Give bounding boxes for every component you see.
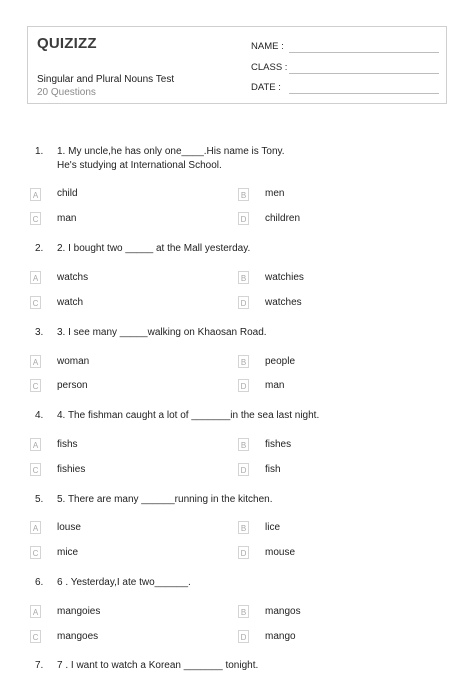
option-text: fishs: [57, 439, 78, 450]
option-letter-d: D: [238, 212, 249, 225]
option-letter-a: A: [30, 438, 41, 451]
question-text-line: He's studying at International School.: [57, 160, 222, 171]
option-letter-a: A: [30, 188, 41, 201]
option-text: woman: [57, 356, 90, 367]
date-label: DATE :: [251, 82, 281, 93]
name-label: NAME :: [251, 41, 284, 52]
class-label: CLASS :: [251, 62, 288, 73]
option-text: lice: [265, 522, 281, 533]
option-text: man: [57, 213, 77, 224]
option-letter-d: D: [238, 546, 249, 559]
option-text: children: [265, 213, 301, 224]
option-text: people: [265, 356, 296, 367]
option-text: men: [265, 188, 285, 199]
class-line: [289, 73, 439, 74]
option-text: mangoies: [57, 606, 101, 617]
question-text-line: 1. My uncle,he has only one____.His name is Tony.: [57, 146, 285, 157]
option-text: mouse: [265, 547, 296, 558]
question-count: 20 Questions: [37, 87, 96, 98]
option-letter-d: D: [238, 630, 249, 643]
question-number: 3.: [35, 327, 44, 338]
name-line: [289, 52, 439, 53]
option-letter-a: A: [30, 271, 41, 284]
option-text: watch: [57, 297, 84, 308]
option-letter-c: C: [30, 630, 41, 643]
worksheet-title: Singular and Plural Nouns Test: [37, 74, 175, 85]
option-letter-d: D: [238, 379, 249, 392]
question-number: 2.: [35, 243, 44, 254]
option-text: watchies: [265, 272, 304, 283]
option-letter-b: B: [238, 438, 249, 451]
question-text: 2. I bought two _____ at the Mall yesterday.: [57, 243, 251, 254]
option-letter-a: A: [30, 605, 41, 618]
question-text: 5. There are many ______running in the kitchen.: [57, 494, 273, 505]
option-text: watches: [265, 297, 302, 308]
option-letter-c: C: [30, 463, 41, 476]
option-letter-b: B: [238, 521, 249, 534]
date-line: [289, 93, 439, 94]
option-letter-c: C: [30, 546, 41, 559]
worksheet-header: [27, 26, 447, 104]
option-text: mango: [265, 631, 296, 642]
option-text: child: [57, 188, 78, 199]
option-letter-d: D: [238, 463, 249, 476]
option-letter-c: C: [30, 296, 41, 309]
option-letter-b: B: [238, 271, 249, 284]
option-text: fishies: [57, 464, 86, 475]
option-letter-c: C: [30, 212, 41, 225]
option-letter-b: B: [238, 605, 249, 618]
question-number: 6.: [35, 577, 44, 588]
option-letter-b: B: [238, 188, 249, 201]
option-letter-a: A: [30, 521, 41, 534]
option-text: watchs: [57, 272, 89, 283]
question-text: 7 . I want to watch a Korean _______ tonight.: [57, 660, 259, 671]
option-letter-d: D: [238, 296, 249, 309]
quizizz-logo: QUIZIZZ: [37, 35, 97, 52]
option-text: fishes: [265, 439, 292, 450]
question-text: 3. I see many _____walking on Khaosan Road.: [57, 327, 267, 338]
question-number: 7.: [35, 660, 44, 671]
option-text: fish: [265, 464, 281, 475]
option-text: mangos: [265, 606, 301, 617]
question-text: 6 . Yesterday,I ate two______.: [57, 577, 191, 588]
option-text: man: [265, 380, 285, 391]
option-letter-a: A: [30, 355, 41, 368]
question-number: 5.: [35, 494, 44, 505]
option-letter-c: C: [30, 379, 41, 392]
question-number: 1.: [35, 146, 44, 157]
question-number: 4.: [35, 410, 44, 421]
question-text: [57, 145, 437, 173]
question-text: 4. The fishman caught a lot of _______in the sea last night.: [57, 410, 320, 421]
option-text: louse: [57, 522, 81, 533]
option-text: mice: [57, 547, 79, 558]
option-text: person: [57, 380, 88, 391]
option-text: mangoes: [57, 631, 99, 642]
option-letter-b: B: [238, 355, 249, 368]
